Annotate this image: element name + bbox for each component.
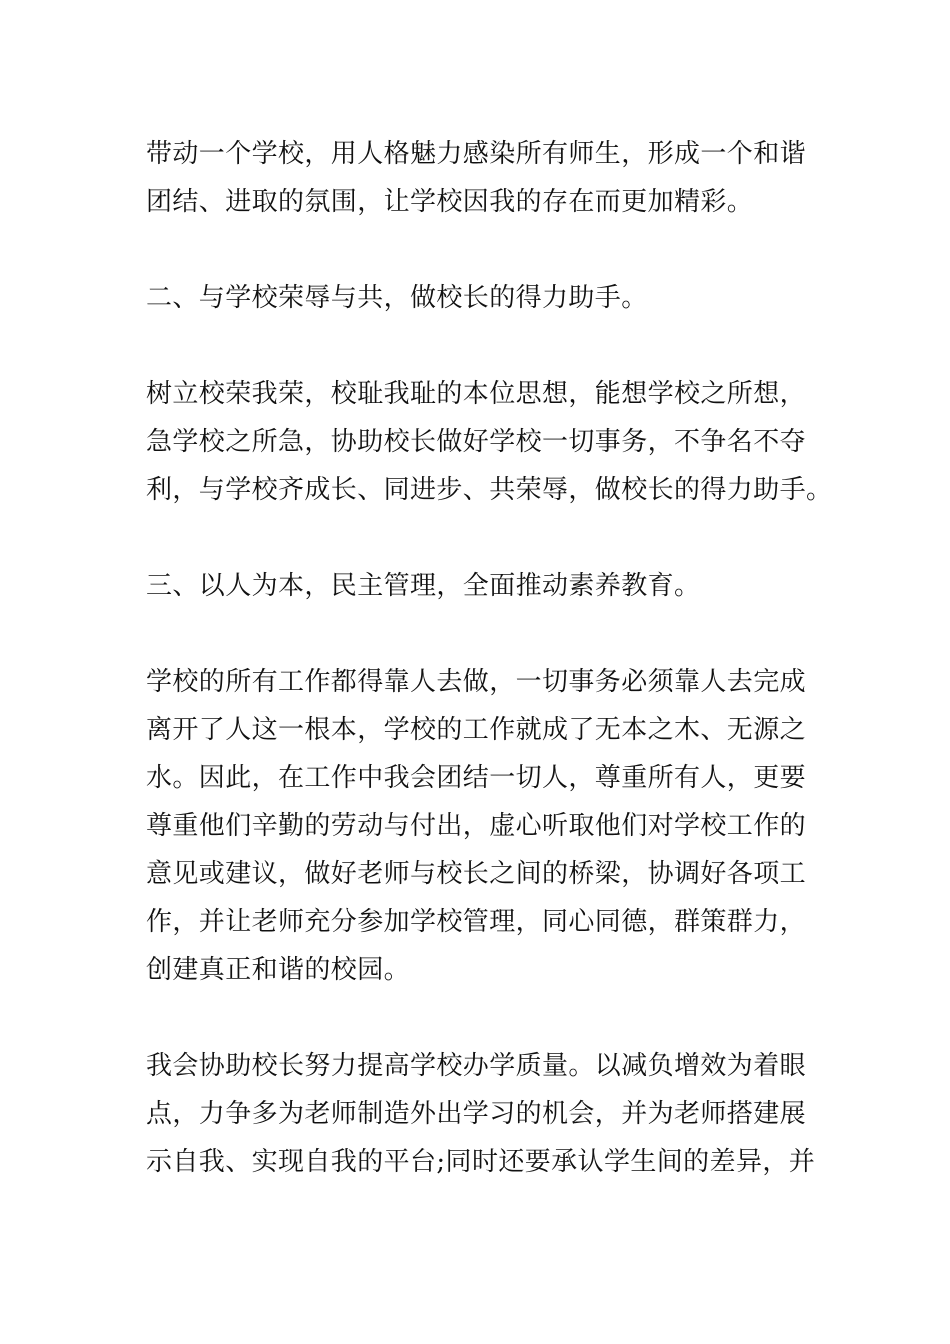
text-line: 我会协助校长努力提高学校办学质量。以减负增效为着眼 bbox=[146, 1051, 807, 1081]
text-line: 意见或建议，做好老师与校长之间的桥梁，协调好各项工 bbox=[146, 859, 807, 889]
section-heading-3 bbox=[146, 562, 811, 610]
heading-line: 三、以人为本，民主管理，全面推动素养教育。 bbox=[146, 571, 701, 601]
paragraph-assistant-role bbox=[146, 370, 833, 514]
document-body bbox=[146, 130, 833, 1186]
paragraph-people-oriented bbox=[146, 658, 811, 994]
text-line: 尊重他们辛勤的劳动与付出，虚心听取他们对学校工作的 bbox=[146, 811, 807, 841]
text-line: 树立校荣我荣，校耻我耻的本位思想，能想学校之所想， bbox=[146, 379, 807, 409]
section-heading-2 bbox=[146, 274, 811, 322]
text-line: 急学校之所急，协助校长做好学校一切事务，不争名不夺 bbox=[146, 427, 807, 457]
text-line: 作，并让老师充分参加学校管理，同心同德，群策群力， bbox=[146, 907, 807, 937]
text-line: 学校的所有工作都得靠人去做，一切事务必须靠人去完成 bbox=[146, 667, 807, 697]
text-line: 示自我、实现自我的平台;同时还要承认学生间的差异，并 bbox=[146, 1147, 816, 1177]
heading-line: 二、与学校荣辱与共，做校长的得力助手。 bbox=[146, 283, 648, 313]
text-line: 水。因此，在工作中我会团结一切人，尊重所有人，更要 bbox=[146, 763, 807, 793]
text-line: 利，与学校齐成长、同进步、共荣辱，做校长的得力助手。 bbox=[146, 475, 833, 505]
paragraph-spacer bbox=[146, 322, 811, 370]
text-line: 带动一个学校，用人格魅力感染所有师生，形成一个和谐 bbox=[146, 139, 807, 169]
paragraph-spacer bbox=[146, 994, 811, 1042]
paragraph-school-leadership bbox=[146, 130, 811, 226]
text-line: 创建真正和谐的校园。 bbox=[146, 955, 411, 985]
paragraph-spacer bbox=[146, 514, 811, 562]
text-line: 点，力争多为老师制造外出学习的机会，并为老师搭建展 bbox=[146, 1099, 807, 1129]
paragraph-spacer bbox=[146, 226, 811, 274]
text-line: 团结、进取的氛围，让学校因我的存在而更加精彩。 bbox=[146, 187, 754, 217]
paragraph-spacer bbox=[146, 610, 811, 658]
text-line: 离开了人这一根本，学校的工作就成了无本之木、无源之 bbox=[146, 715, 807, 745]
paragraph-teaching-quality bbox=[146, 1042, 816, 1186]
